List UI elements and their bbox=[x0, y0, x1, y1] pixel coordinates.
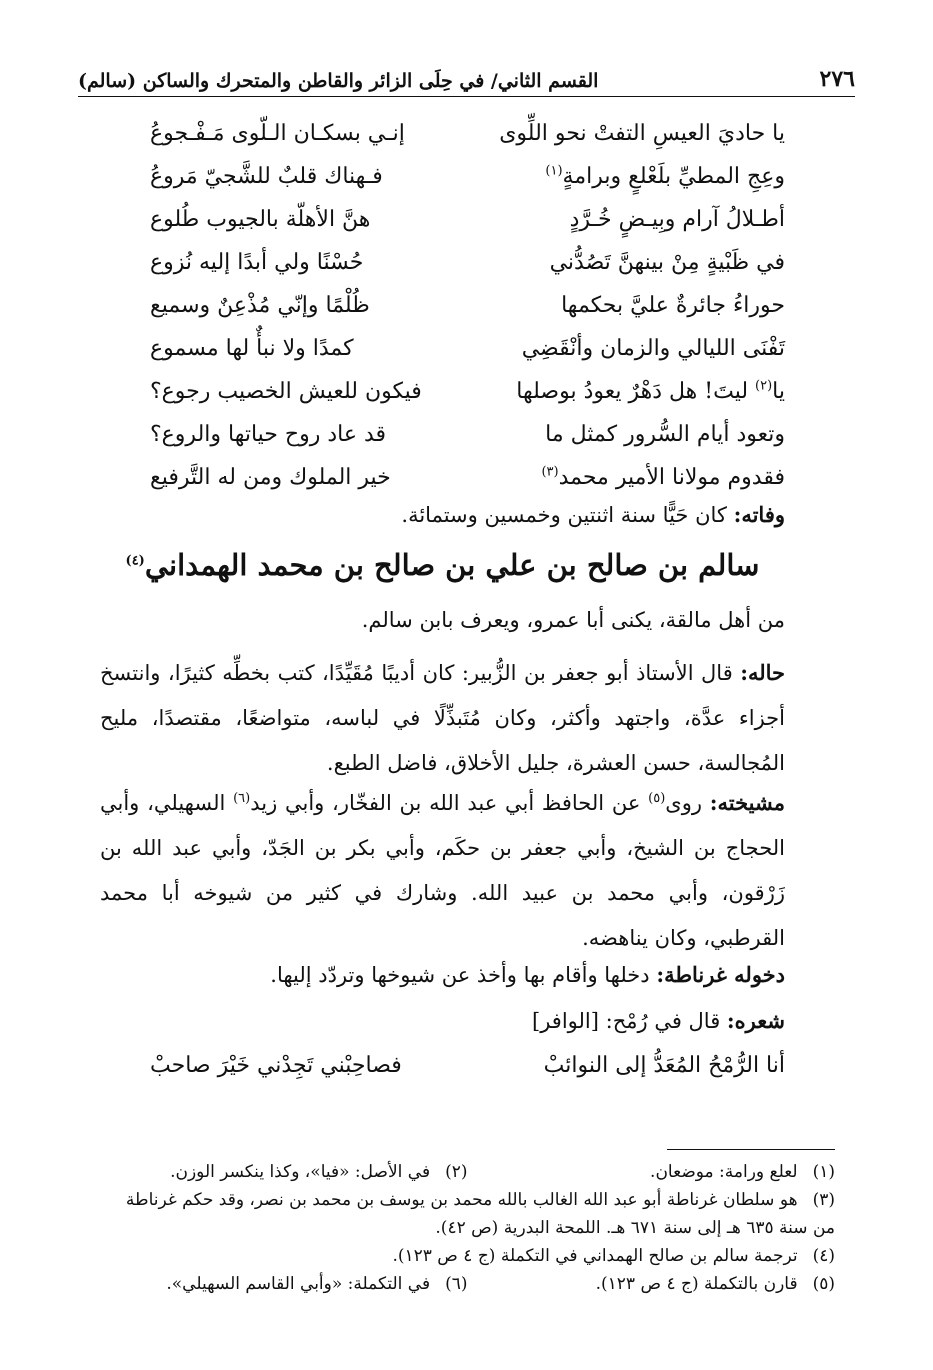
section-label: وفاته: bbox=[733, 502, 785, 527]
footnote-ref: (٦) bbox=[233, 791, 251, 806]
footnote-text: هو سلطان غرناطة أبو عبد الله الغالب بالله محمد بن يوسف بن محمد بن نصر، وقد حكم غرناطة من سنة ٦٣٥ هـ إلى سنة ٦٧١ هـ. اللمحة البدرية (ص ٤٢). bbox=[125, 1190, 835, 1238]
paragraph-text: قال الأستاذ أبو جعفر بن الزُّبير: كان أديبًا مُقَيِّدًا، كتب بخطِّه كثيرًا، وانتسخ أجزاء عدَّة، واجتهد وأكثر، وكان مُتَبذِّلًا في لباسه، متواضعًا، مقتصدًا، مليح المُجالسة، حسن العشرة، جليل الأخلاق، فاضل الطبع. bbox=[100, 661, 785, 775]
paragraph-text: السهيلي، وأبي الحجاج بن الشيخ، وأبي جعفر بن حكَم، وأبي بكر بن الجَدّ، وأبي عبد الله بن زَرْقون، وأبي محمد بن عبيد الله. وشارك في كثير من شيوخه أبا محمد القرطبي، وكان يناهضه. bbox=[100, 791, 785, 950]
footnote-text: في الأصل: «فيا»، وكذا ينكسر الوزن. bbox=[170, 1162, 431, 1182]
hemistich-right: حوراءُ جائرةٌ عليَّ بحكمها bbox=[561, 293, 785, 318]
paragraph-text: قال في رُمْح: [الوافر] bbox=[532, 1009, 727, 1033]
footnote-2 bbox=[100, 1158, 468, 1186]
verse-3 bbox=[150, 198, 785, 241]
footnote-number: (٤) bbox=[812, 1246, 835, 1266]
origin-paragraph bbox=[100, 598, 785, 643]
heading-text: سالم بن صالح بن علي بن صالح بن محمد الهمداني bbox=[144, 548, 760, 582]
paragraph-text: روى bbox=[665, 791, 710, 815]
status-paragraph bbox=[100, 650, 785, 786]
hemistich-right bbox=[545, 164, 785, 189]
verse-text: يا bbox=[772, 379, 785, 404]
poetry-paragraph bbox=[100, 998, 785, 1044]
section-label: شعره: bbox=[726, 1008, 785, 1033]
verse-text: وعِجِ المطيِّ بلَعْلعٍ وبرامةٍ bbox=[562, 164, 785, 189]
hemistich-left: فيكون للعيش الخصيب رجوع؟ bbox=[150, 379, 422, 404]
hemistich-left: هنَّ الأهلّة بالجيوب طُلوع bbox=[150, 207, 371, 232]
footnote-row bbox=[100, 1158, 835, 1186]
footnote-ref: (٣) bbox=[541, 464, 559, 480]
hemistich-left: إنـي بسكـان الـلّوى مَـفْـجوعُ bbox=[150, 121, 405, 146]
hemistich-right: يا حاديَ العيسِ التفتْ نحو اللِّوى bbox=[499, 121, 785, 146]
hemistich-right: أنا الرُّمْحُ المُعَدُّ إلى النوائبْ bbox=[543, 1053, 785, 1078]
death-paragraph bbox=[100, 492, 785, 538]
footnote-ref: (٤) bbox=[125, 553, 145, 569]
footnote-number: (٥) bbox=[812, 1274, 835, 1294]
hemistich-left: فصاحِبْني تَجِدْني خَيْرَ صاحبْ bbox=[150, 1053, 402, 1078]
hemistich-left: خير الملوك ومن له التَّرفيع bbox=[150, 465, 391, 490]
verse-5 bbox=[150, 284, 785, 327]
section-label: دخوله غرناطة: bbox=[656, 962, 785, 987]
verse-2 bbox=[150, 155, 785, 198]
footnote-ref: (١) bbox=[545, 163, 563, 179]
footnote-1 bbox=[468, 1158, 836, 1186]
hemistich-right bbox=[541, 465, 785, 490]
verse-text: ليتَ! هل دَهْرٌ يعودُ بوصلها bbox=[516, 379, 756, 404]
verse-1 bbox=[150, 1044, 785, 1087]
footnote-5 bbox=[468, 1270, 836, 1298]
paragraph-text: عن الحافظ أبي عبد الله بن الفخّار، وأبي زيد bbox=[250, 791, 649, 815]
hemistich-right: وتعود أيام السُّرور كمثل ما bbox=[545, 422, 785, 447]
footnote-text: ترجمة سالم بن صالح الهمداني في التكملة (ج ٤ ص ١٢٣). bbox=[392, 1246, 798, 1266]
footnote-number: (٦) bbox=[445, 1274, 468, 1294]
footnote-row bbox=[100, 1270, 835, 1298]
footnote-4 bbox=[100, 1242, 835, 1270]
footnote-ref: (٥) bbox=[648, 791, 666, 806]
verse-7 bbox=[150, 370, 785, 413]
hemistich-right: تَفْنَى الليالي والزمان وأنْقَضِي bbox=[521, 336, 785, 361]
page-number: ٢٧٦ bbox=[819, 66, 855, 92]
poem-1 bbox=[150, 112, 785, 499]
hemistich-left: حُسْنًا ولي أبدًا إليه نُزوع bbox=[150, 250, 364, 275]
teachers-paragraph bbox=[100, 780, 785, 961]
verse-1 bbox=[150, 112, 785, 155]
footnotes bbox=[100, 1158, 835, 1298]
footnote-3 bbox=[100, 1186, 835, 1242]
hemistich-left: ظُلْمًا وإنّي مُذْعِنٌ وسميع bbox=[150, 293, 370, 318]
footnote-text: لعلع ورامة: موضعان. bbox=[650, 1162, 798, 1182]
section-label: مشيخته: bbox=[709, 790, 785, 815]
footnote-text: في التكملة: «وأبي القاسم السهيلي». bbox=[166, 1274, 431, 1294]
poem-2 bbox=[150, 1044, 785, 1087]
hemistich-left: فـهناك قلبٌ للشَّجيّ مَروعُ bbox=[150, 164, 383, 189]
hemistich-right: أطـلالُ آرام وبِيـضٍ خُـرَّدٍ bbox=[569, 207, 785, 232]
footnote-number: (٢) bbox=[445, 1162, 468, 1182]
verse-6 bbox=[150, 327, 785, 370]
footnote-text: قارن بالتكملة (ج ٤ ص ١٢٣). bbox=[595, 1274, 798, 1294]
hemistich-right: في ظَبْيةٍ مِنْ بينهنَّ تَصُدُّني bbox=[549, 250, 785, 275]
footnote-6 bbox=[100, 1270, 468, 1298]
section-label: حاله: bbox=[740, 660, 785, 685]
footnote-ref: (٢) bbox=[755, 378, 773, 394]
hemistich-left: كمدًا ولا نبأٌ لها مسموع bbox=[150, 336, 354, 361]
paragraph-text: دخلها وأقام بها وأخذ عن شيوخها وتردّد إليها. bbox=[270, 963, 657, 987]
granada-paragraph bbox=[100, 952, 785, 998]
paragraph-text: من أهل مالقة، يكنى أبا عمرو، ويعرف بابن سالم. bbox=[361, 608, 785, 632]
hemistich-left: قد عاد روح حياتها والروع؟ bbox=[150, 422, 387, 447]
running-title: القسم الثاني/ في حِلَى الزائر والقاطن والمتحرك والساكن (سالم) bbox=[78, 70, 599, 92]
running-header bbox=[78, 56, 855, 97]
verse-8 bbox=[150, 413, 785, 456]
verse-4 bbox=[150, 241, 785, 284]
footnote-number: (١) bbox=[812, 1162, 835, 1182]
footnote-divider bbox=[667, 1149, 835, 1150]
paragraph-text: كان حَيًّا سنة اثنتين وخمسين وستمائة. bbox=[401, 503, 734, 527]
biography-heading bbox=[100, 548, 785, 582]
hemistich-right bbox=[516, 379, 785, 404]
verse-text: فقدوم مولانا الأمير محمد bbox=[558, 465, 785, 490]
footnote-number: (٣) bbox=[812, 1190, 835, 1210]
